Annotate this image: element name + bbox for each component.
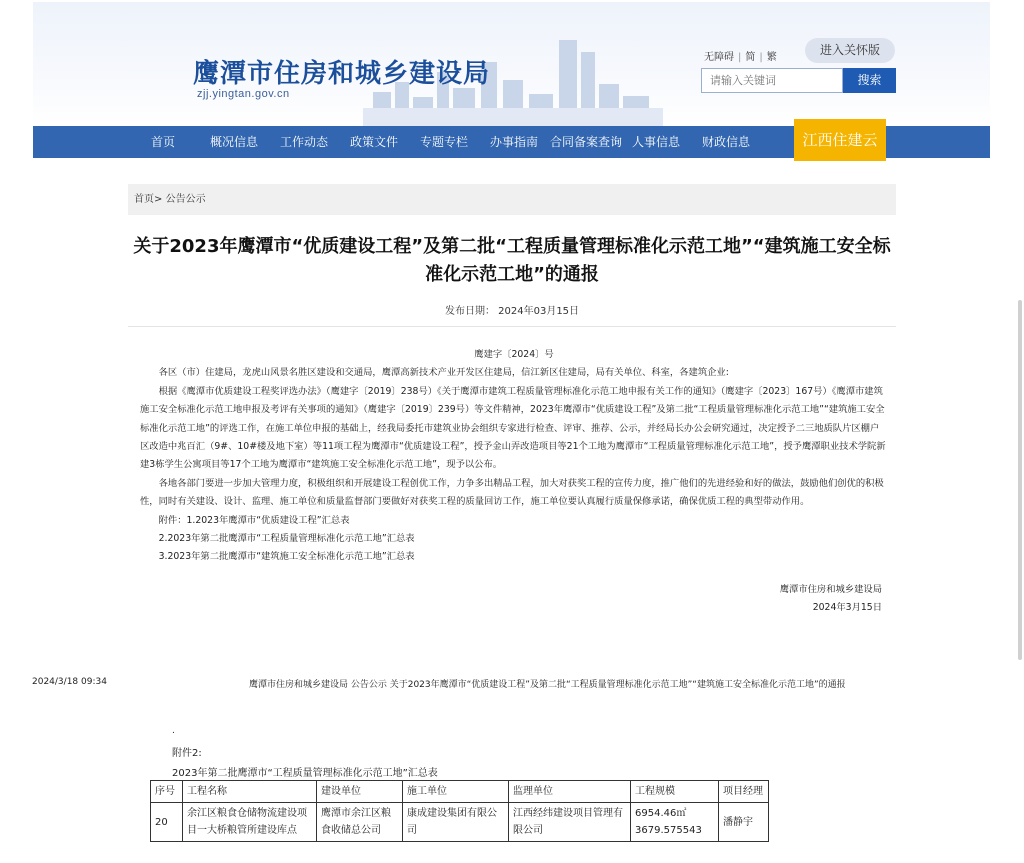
search-button[interactable]: 搜索	[843, 68, 896, 93]
stray-dot: .	[172, 726, 175, 736]
publish-date-label: 发布日期：	[444, 306, 495, 317]
cell-contractor: 康成建设集团有限公司	[403, 803, 509, 842]
article-body	[140, 346, 888, 618]
cell-manager: 潘静宇	[719, 803, 769, 842]
table-row	[151, 803, 769, 842]
site-header	[33, 2, 990, 126]
signature: 鹰潭市住房和城乡建设局	[779, 583, 882, 595]
top-links: 无障碍 | 简 | 繁	[700, 48, 781, 63]
attachment-2: 2.2023年第二批鹰潭市“工程质量管理标准化示范工地”汇总表	[158, 533, 415, 545]
nav-overview[interactable]: 概况信息	[210, 135, 259, 149]
table-header-row	[151, 781, 769, 803]
nav-finance[interactable]: 财政信息	[702, 135, 751, 149]
th-contractor: 施工单位	[403, 781, 509, 803]
print-timestamp: 2024/3/18 09:34	[32, 677, 107, 687]
site-title[interactable]: 鹰潭市住房和城乡建设局	[193, 59, 491, 89]
cell-index: 20	[151, 803, 183, 842]
nav-policy[interactable]: 政策文件	[350, 135, 399, 149]
breadcrumb-home[interactable]: 首页	[134, 194, 154, 205]
th-owner: 建设单位	[317, 781, 403, 803]
body-paragraph-1: 根据《鹰潭市优质建设工程奖评选办法》（鹰建字〔2019〕238号）《关于鹰潭市建筑工程质量管理标准化示范工地申报有关工作的通知》（鹰建字〔2023〕167号）《鹰潭市建筑施工安全标准化示范工地申报及考评有关事项的通知》（鹰建字〔2019〕239号）等文件精神，2023年鹰潭市“优质建设工程”及第二批“工程质量管理标准化示范工地”“建筑施工安全标准化示范工地”的评选工作，在施工单位申报的基础上，经我局委托市建筑业协会组织专家进行检查、评审、推荐、公示，并经局长办公会研究通过，决定授予二三地质队片区棚户区改造中兆百汇（9#、10#楼及地下室）等11项工程为鹰潭市“优质建设工程”，授予金山弄改造项目等21个工地为鹰潭市“工程质量管理标准化示范工地”，授予鹰潭职业技术学院新建3栋学生公寓项目等17个工地为鹰潭市“建筑施工安全标准化示范工地”，现予以公布。	[140, 385, 886, 471]
annex-label: 附件2:	[172, 748, 202, 759]
breadcrumb-current[interactable]: 公告公示	[165, 194, 206, 205]
th-index: 序号	[151, 781, 183, 803]
cell-project-name: 余江区粮食仓储物流建设项目一大桥粮管所建设库点	[183, 803, 317, 842]
body-paragraph-2: 各地各部门要进一步加大管理力度，积极组织和开展建设工程创优工作，力争多出精品工程，加大对获奖工程的宣传力度，推广他们的先进经验和好的做法，鼓励他们创优的积极性，同时有关建设、设计、监理、施工单位和质量监督部门要做好对获奖工程的质量回访工作，施工单位要认真履行质量保修承诺，确保优质工程的典型带动作用。	[140, 477, 884, 508]
title-divider	[128, 326, 896, 327]
salutation: 各区（市）住建局，龙虎山风景名胜区建设和交通局，鹰潭高新技术产业开发区住建局，信江新区住建局，局有关单位、科室，各建筑企业:	[158, 367, 729, 379]
print-header-title: 鹰潭市住房和城乡建设局 公告公示 关于2023年鹰潭市“优质建设工程”及第二批“工程质量管理标准化示范工地”“建筑施工安全标准化示范工地”的通报	[249, 680, 846, 690]
nav-work-news[interactable]: 工作动态	[280, 135, 329, 149]
nav-contract-query[interactable]: 合同备案查询	[550, 135, 623, 149]
nav-home[interactable]: 首页	[151, 135, 176, 149]
th-project-name: 工程名称	[183, 781, 317, 803]
doc-number: 鹰建字〔2024〕号	[474, 349, 554, 360]
scrollbar[interactable]	[1018, 300, 1022, 660]
sign-date: 2024年3月15日	[812, 602, 882, 614]
jiangxi-cloud-tab[interactable]: 江西住建云	[794, 119, 886, 161]
traditional-link[interactable]: 繁	[766, 52, 777, 63]
annex-table	[150, 780, 769, 842]
cell-owner: 鹰潭市余江区粮食收储总公司	[317, 803, 403, 842]
th-manager: 项目经理	[719, 781, 769, 803]
cell-scale: 6954.46㎡ 3679.575543	[631, 803, 719, 842]
breadcrumb	[128, 184, 896, 215]
publish-date-value: 2024年03月15日	[498, 306, 580, 317]
simplified-link[interactable]: 简	[745, 52, 756, 63]
attachment-1: 附件：1.2023年鹰潭市“优质建设工程”汇总表	[158, 514, 350, 526]
attachment-3: 3.2023年第二批鹰潭市“建筑施工安全标准化示范工地”汇总表	[158, 551, 415, 563]
th-supervisor: 监理单位	[509, 781, 631, 803]
care-mode-button[interactable]: 进入关怀版	[805, 38, 895, 63]
publish-date	[128, 302, 896, 317]
site-url: zjj.yingtan.gov.cn	[197, 88, 290, 100]
nav-guide[interactable]: 办事指南	[490, 135, 539, 149]
search-input[interactable]	[701, 68, 843, 93]
nav-topics[interactable]: 专题专栏	[420, 135, 469, 149]
breadcrumb-sep: >	[154, 194, 163, 205]
article-title: 关于2023年鹰潭市“优质建设工程”及第二批“工程质量管理标准化示范工地”“建筑施工安全标准化示范工地”的通报	[133, 236, 891, 285]
cell-supervisor: 江西经纬建设项目管理有限公司	[509, 803, 631, 842]
accessibility-link[interactable]: 无障碍	[704, 52, 734, 63]
nav-personnel[interactable]: 人事信息	[632, 135, 681, 149]
annex-title: 2023年第二批鹰潭市“工程质量管理标准化示范工地”汇总表	[172, 768, 438, 779]
th-scale: 工程规模	[631, 781, 719, 803]
